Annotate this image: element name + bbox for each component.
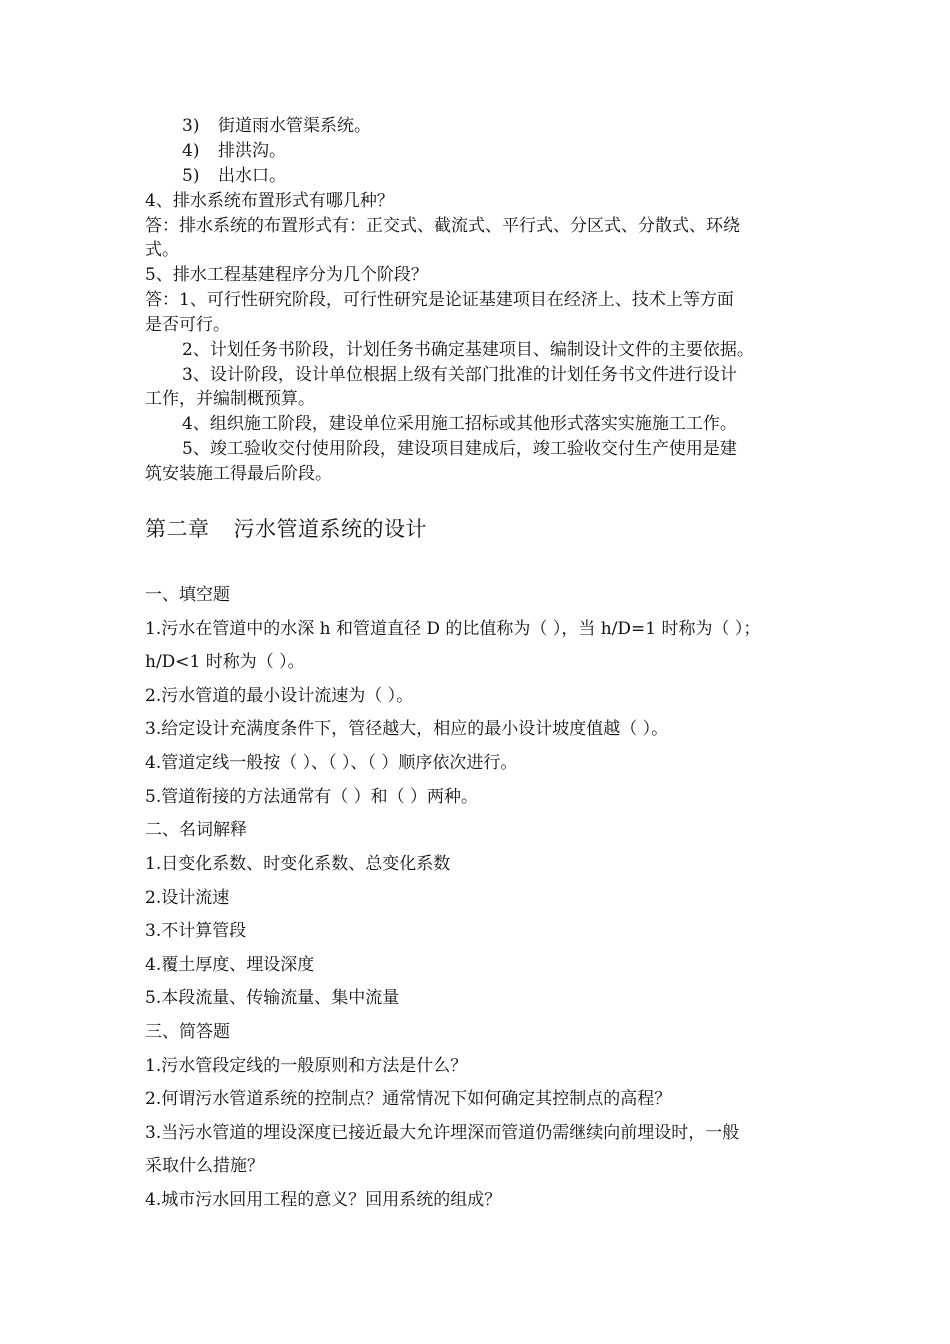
- list-item: [182, 114, 852, 138]
- fill-question-2: 2.污水管道的最小设计流速为（ ）。: [145, 686, 414, 706]
- section-heading-terms: 二、名词解释: [145, 820, 247, 840]
- fill-question-5: 5.管道衔接的方法通常有（ ）和（ ）两种。: [145, 787, 479, 807]
- chapter-number: 第二章: [145, 517, 210, 541]
- term-3: 3.不计算管段: [145, 921, 247, 941]
- list-text: 街道雨水管渠系统。: [218, 116, 371, 136]
- term-4: 4.覆土厚度、埋设深度: [145, 955, 315, 975]
- answer-5-1-line-1: 答：1、可行性研究阶段，可行性研究是论证基建项目在经济上、技术上等方面: [145, 290, 734, 310]
- list-text: 排洪沟。: [218, 141, 286, 161]
- list-item: [182, 139, 852, 163]
- answer-5-1-line-2: 是否可行。: [145, 315, 230, 335]
- answer-5-5-line-2: 筑安装施工得最后阶段。: [145, 464, 332, 484]
- section-heading-fill: 一、填空题: [145, 585, 230, 605]
- short-question-4: 4.城市污水回用工程的意义？回用系统的组成？: [145, 1190, 502, 1210]
- section-heading-short: 三、简答题: [145, 1022, 230, 1042]
- answer-5-5-line-1: 5、竣工验收交付使用阶段，建设项目建成后，竣工验收交付生产使用是建: [182, 439, 737, 459]
- term-2: 2.设计流速: [145, 888, 230, 908]
- fill-question-3: 3.给定设计充满度条件下，管径越大，相应的最小设计坡度值越（ ）。: [145, 719, 669, 739]
- answer-5-3-line-1: 3、设计阶段，设计单位根据上级有关部门批准的计划任务书文件进行设计: [182, 365, 737, 385]
- term-1: 1.日变化系数、时变化系数、总变化系数: [145, 854, 451, 874]
- fill-question-4: 4.管道定线一般按（ ）、（ ）、（ ）顺序依次进行。: [145, 753, 518, 773]
- answer-5-2: 2、计划任务书阶段，计划任务书确定基建项目、编制设计文件的主要依据。: [182, 340, 754, 360]
- short-question-2: 2.何谓污水管道系统的控制点？通常情况下如何确定其控制点的高程？: [145, 1089, 672, 1109]
- answer-5-4: 4、组织施工阶段，建设单位采用施工招标或其他形式落实实施施工工作。: [182, 414, 737, 434]
- short-question-3-line-2: 采取什么措施？: [145, 1156, 264, 1176]
- list-item: [182, 164, 852, 188]
- fill-question-1-line-2: h/D<1 时称为（ ）。: [145, 652, 305, 672]
- fill-question-1-line-1: 1.污水在管道中的水深 h 和管道直径 D 的比值称为（ ），当 h/D=1 时称为（ ）；: [145, 619, 761, 639]
- short-question-1: 1.污水管段定线的一般原则和方法是什么？: [145, 1056, 468, 1076]
- term-5: 5.本段流量、传输流量、集中流量: [145, 988, 400, 1008]
- short-question-3-line-1: 3.当污水管道的埋设深度已接近最大允许埋深而管道仍需继续向前埋设时，一般: [145, 1123, 740, 1143]
- chapter-heading: [145, 517, 815, 541]
- list-number: 3): [182, 116, 200, 136]
- question-4: 4、排水系统布置形式有哪几种？: [145, 191, 394, 211]
- answer-4-line-1: 答：排水系统的布置形式有：正交式、截流式、平行式、分区式、分散式、环绕: [145, 216, 740, 236]
- list-number: 5): [182, 166, 200, 186]
- answer-5-3-line-2: 工作，并编制概预算。: [145, 389, 315, 409]
- list-text: 出水口。: [218, 166, 286, 186]
- answer-4-line-2: 式。: [145, 240, 179, 260]
- chapter-title: 污水管道系统的设计: [233, 517, 427, 541]
- question-5: 5、排水工程基建程序分为几个阶段？: [145, 265, 428, 285]
- list-number: 4): [182, 141, 200, 161]
